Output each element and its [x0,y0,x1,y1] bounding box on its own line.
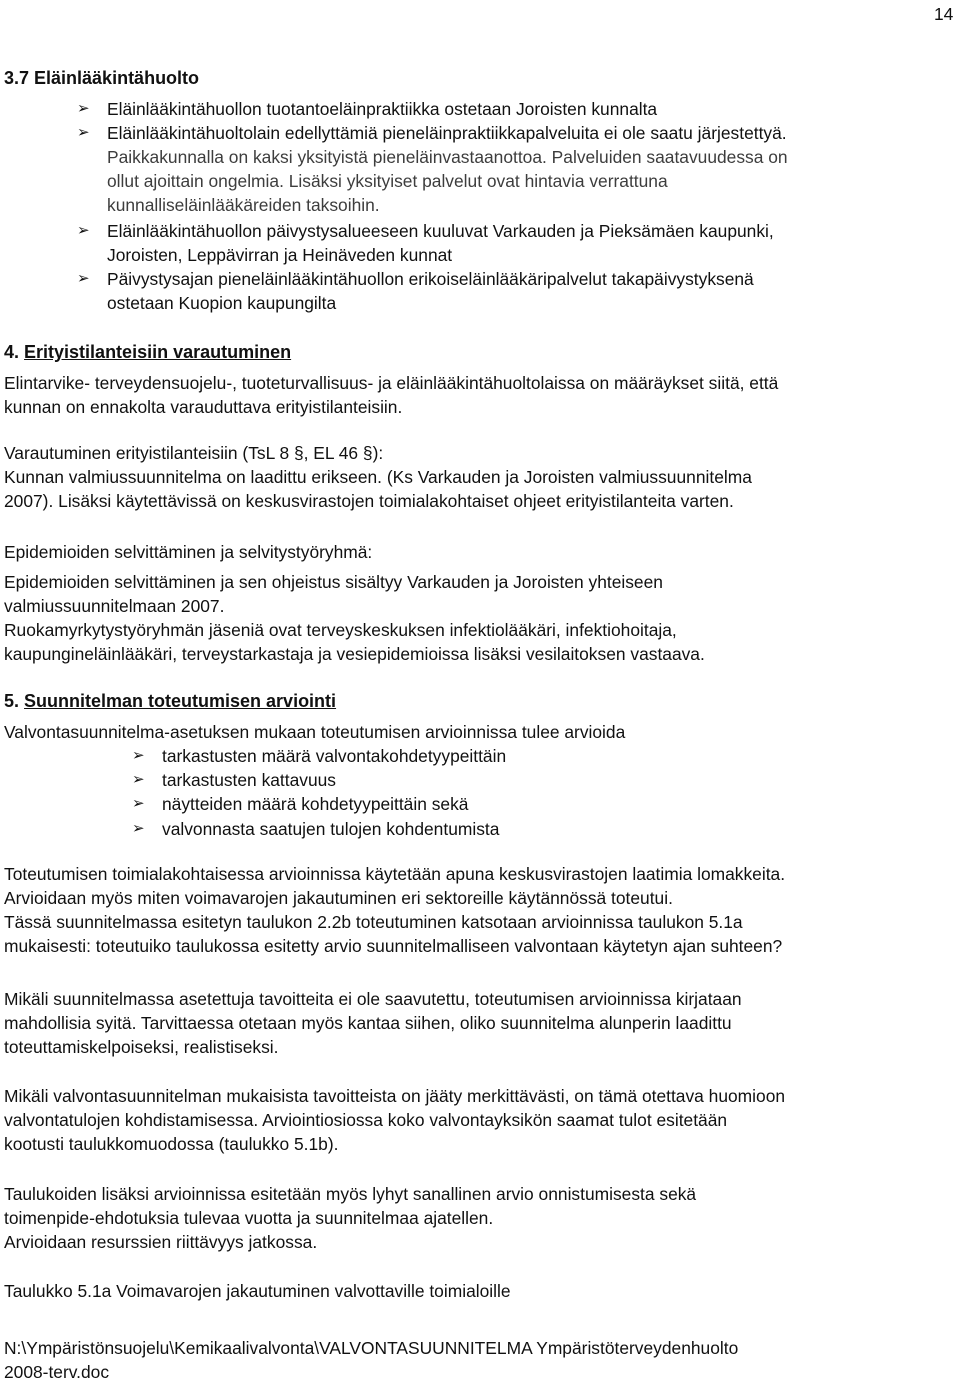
list-item: valvonnasta saatujen tulojen kohdentumista [162,819,500,839]
section-5-paragraph: Mikäli suunnitelmassa asetettuja tavoitteita ei ole saavutettu, toteutumisen arvioinnissa kirjataan mahdollisia syitä. Tarvittaessa otetaan myös kantaa siihen, oliko suunnitelma alunperin laadittu toteuttamiskelpoiseksi, realistiseksi. [4,989,742,1057]
arrow-bullet-icon: ➢ [77,124,90,141]
list-item: Eläinlääkintähuollon päivystysalueeseen kuuluvat Varkauden ja Pieksämäen kaupunki, Joroisten, Leppävirran ja Heinäveden kunnat [107,221,774,265]
arrow-bullet-icon: ➢ [132,771,145,788]
section-5-heading: 5. Suunnitelman toteutumisen arviointi [4,691,337,711]
list-item: tarkastusten kattavuus [162,770,336,790]
arrow-bullet-icon: ➢ [77,270,90,287]
page-number: 14 [934,4,954,24]
list-item: Eläinlääkintähuoltolain edellyttämiä pieneläinpraktiikkapalveluita ei ole saatu järjestettyä. Paikkakunnalla on kaksi yksityistä pieneläinvastaanottoa. Palveluiden saatavuudessa on ollut ajoittain ongelmia. Lisäksi yksityiset palvelut ovat hintavia verrattuna kunnalliseläinlääkäreiden taksoihin. [107,123,788,215]
list-item: näytteiden määrä kohdetyypeittäin sekä [162,794,469,814]
section-4-paragraph: Epidemioiden selvittäminen ja selvitystyöryhmä: [4,542,373,562]
arrow-bullet-icon: ➢ [132,795,145,812]
section-5-intro: Valvontasuunnitelma-asetuksen mukaan toteutumisen arvioinnissa tulee arvioida [4,722,626,742]
section-4-paragraph: Varautuminen erityistilanteisiin (TsL 8 §, EL 46 §): Kunnan valmiussuunnitelma on laadittu erikseen. (Ks Varkauden ja Joroisten valmiussuunnitelma 2007). Lisäksi käytettävissä on keskusvirastojen toimialakohtaiset ohjeet erityistilanteita varten. [4,443,752,511]
arrow-bullet-icon: ➢ [77,100,90,117]
section-5-paragraph: Mikäli valvontasuunnitelman mukaisista tavoitteista on jääty merkittävästi, on tämä otettava huomioon valvontatulojen kohdistamisessa. Arviointiosiossa koko valvontayksikön saamat tulot esitetään kootusti taulukkomuodossa (taulukko 5.1b). [4,1086,786,1154]
section-4-paragraph: Epidemioiden selvittäminen ja sen ohjeistus sisältyy Varkauden ja Joroisten yhteiseen valmiussuunnitelmaan 2007. Ruokamyrkytystyöryhmän jäseniä ovat terveyskeskuksen infektiolääkäri, infektiohoitaja, kaupungineläinlääkäri, terveystarkastaja ja vesiepidemioissa lisäksi vesilaitoksen vastaava. [4,572,705,664]
section-5-paragraph: Taulukoiden lisäksi arvioinnissa esitetään myös lyhyt sanallinen arvio onnistumisesta sekä toimenpide-ehdotuksia tulevaa vuotta ja suunnitelmaa ajatellen. Arvioidaan resurssien riittävyys jatkossa. [4,1184,697,1252]
footer-file-path: N:\Ympäristönsuojelu\Kemikaalivalvonta\VALVONTASUUNNITELMA Ympäristöterveydenhuolto 2008-terv.doc [4,1338,739,1382]
table-caption: Taulukko 5.1a Voimavarojen jakautuminen valvottaville toimialoille [4,1281,511,1301]
arrow-bullet-icon: ➢ [132,747,145,764]
arrow-bullet-icon: ➢ [77,222,90,239]
list-item: Eläinlääkintähuollon tuotantoeläinpraktiikka ostetaan Joroisten kunnalta [107,99,658,119]
arrow-bullet-icon: ➢ [132,820,145,837]
section-4-heading: 4. Erityistilanteisiin varautuminen [4,342,292,362]
section-3-7-heading: 3.7 Eläinlääkintähuolto [4,68,200,88]
list-item: tarkastusten määrä valvontakohdetyypeittäin [162,746,507,766]
section-5-paragraph: Toteutumisen toimialakohtaisessa arvioinnissa käytetään apuna keskusvirastojen laatimia lomakkeita. Arvioidaan myös miten voimavarojen jakautuminen eri sektoreille käytännössä toteutui. Tässä suunnitelmassa esitetyn taulukon 2.2b toteutuminen katsotaan arvioinnissa taulukon 5.1a mukaisesti: toteutuiko taulukossa esitetty arvio suunnitelmalliseen valvontaan käytetyn ajan suhteen? [4,864,786,956]
list-item: Päivystysajan pieneläinlääkintähuollon erikoiseläinlääkäripalvelut takapäivystyksenä ostetaan Kuopion kaupungilta [107,269,754,313]
section-4-paragraph: Elintarvike- terveydensuojelu-, tuoteturvallisuus- ja eläinlääkintähuoltolaissa on määräykset siitä, että kunnan on ennakolta varauduttava erityistilanteisiin. [4,373,779,417]
